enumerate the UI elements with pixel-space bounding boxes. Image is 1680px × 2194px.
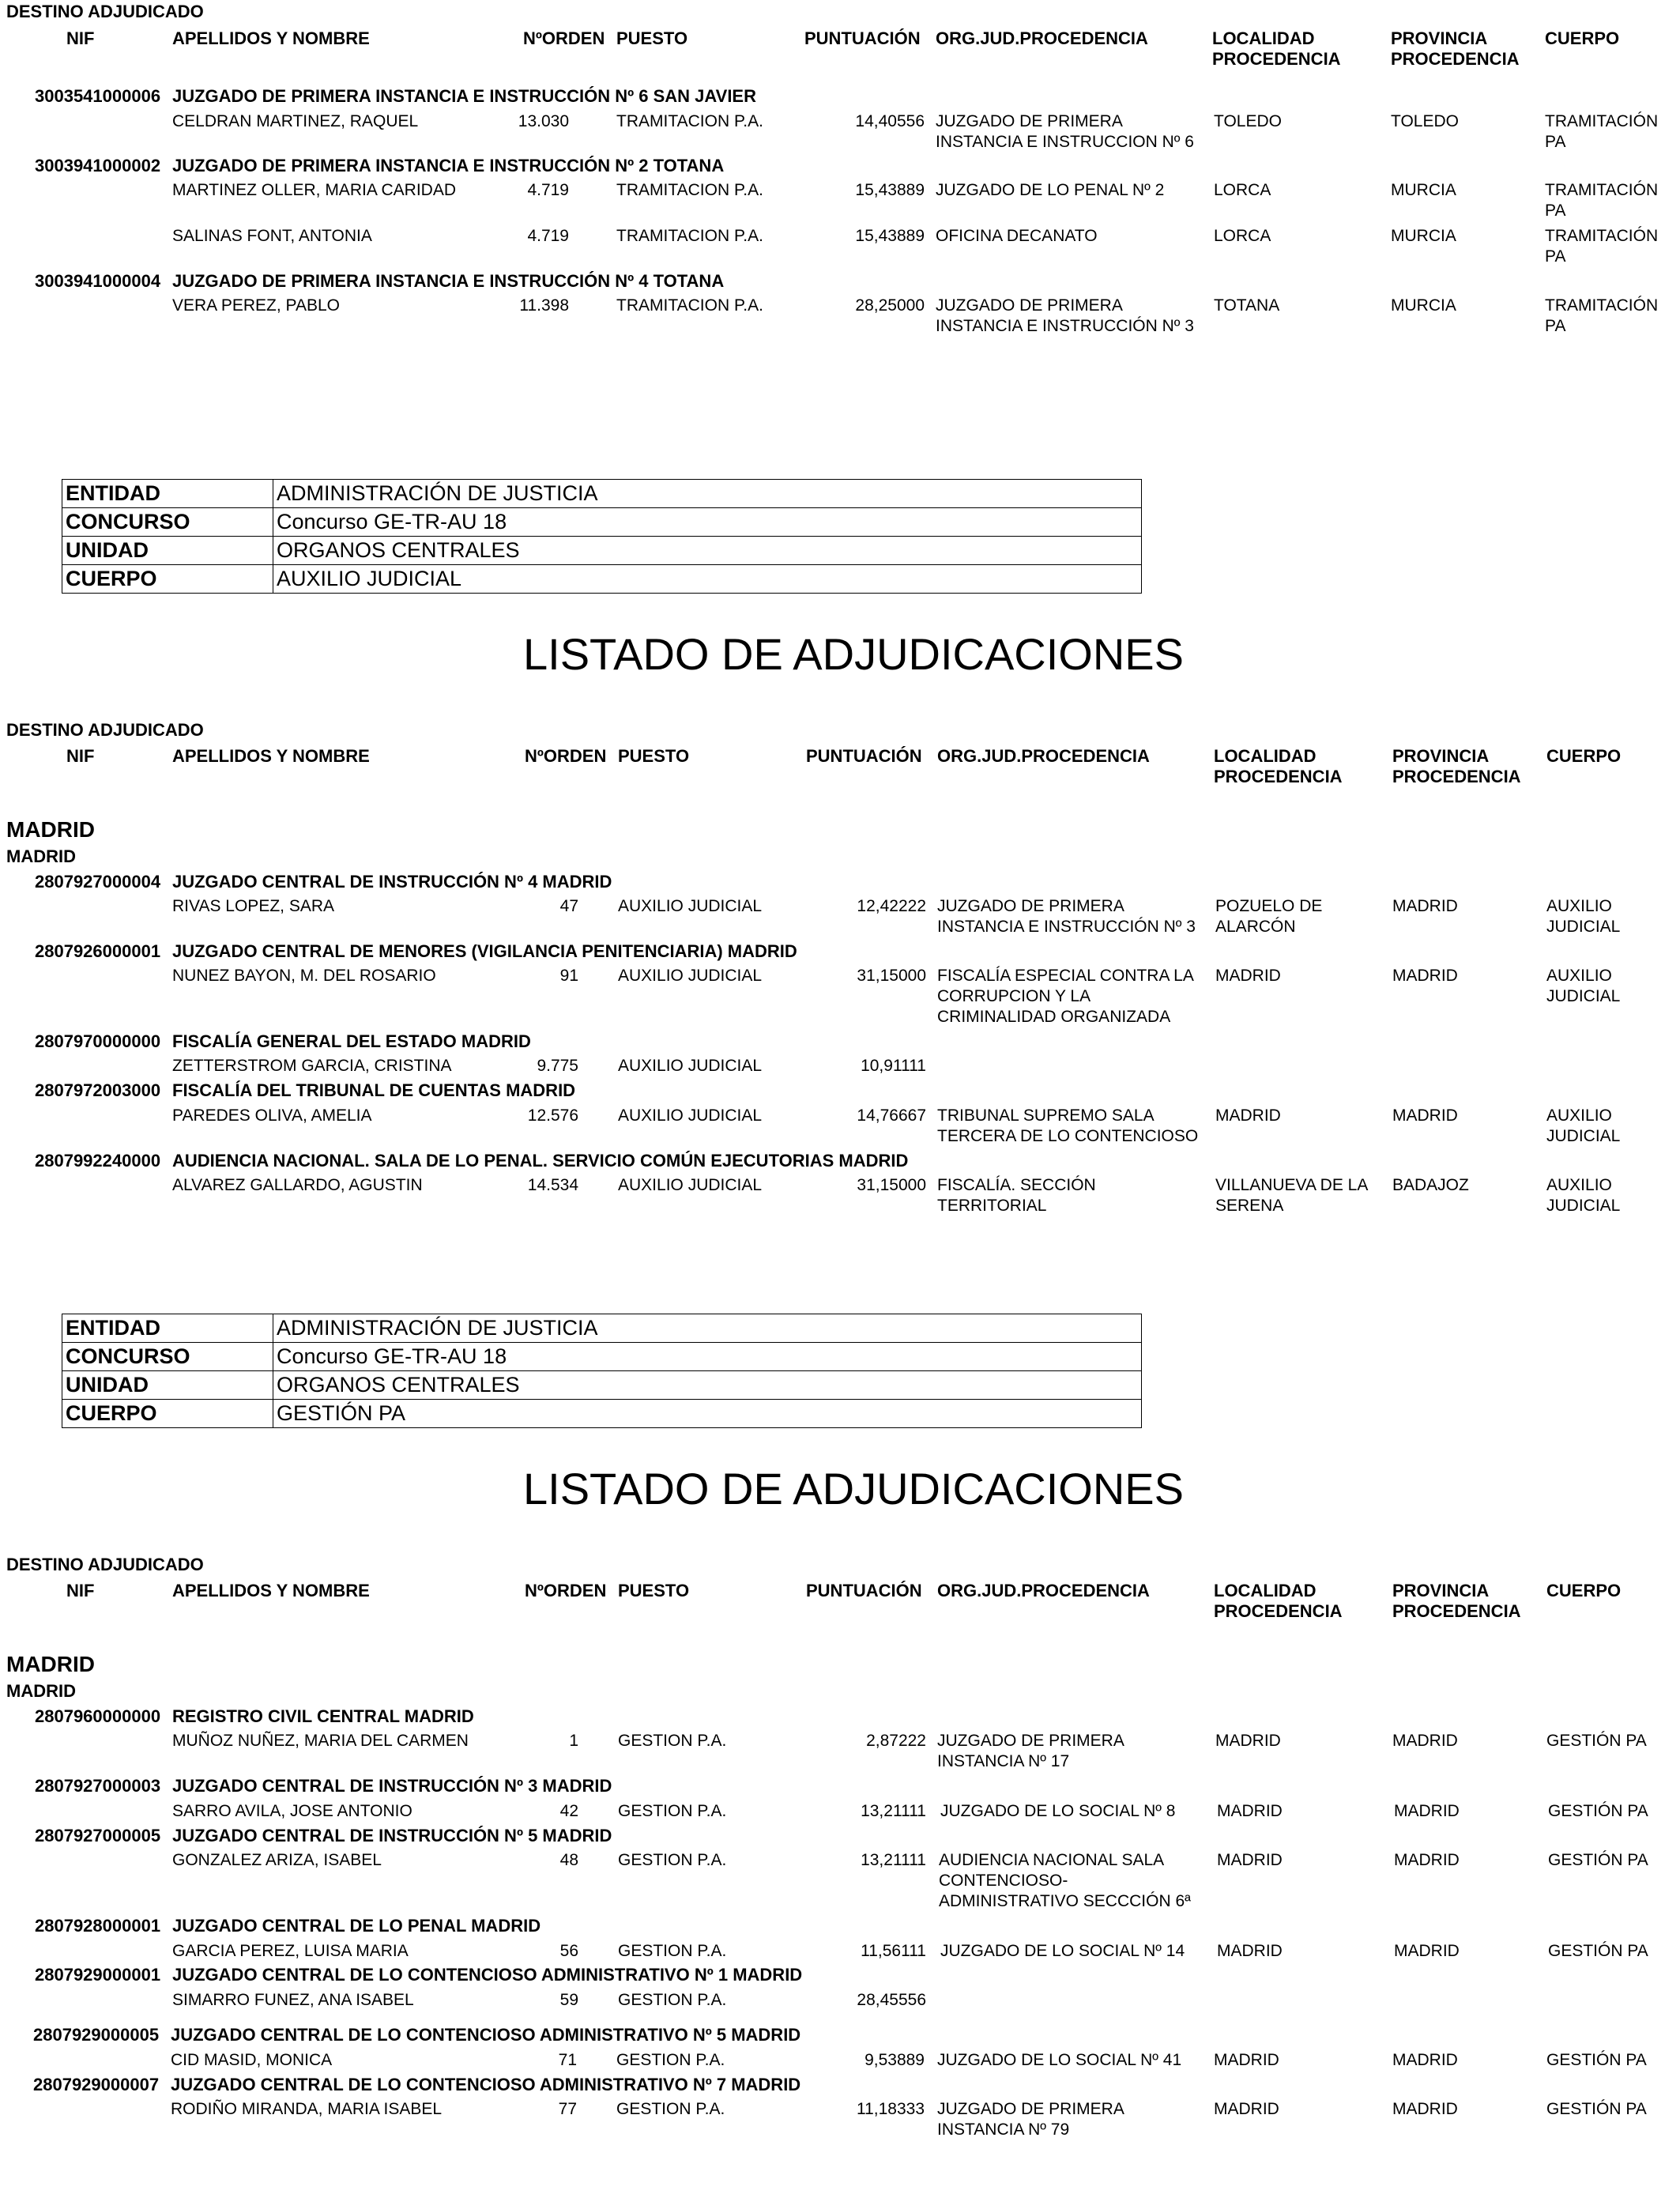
col-puesto-header: PUESTO <box>618 1581 690 1600</box>
info-value: ADMINISTRACIÓN DE JUSTICIA <box>273 480 1142 508</box>
row-cuerpo <box>1546 1175 1620 1216</box>
row-localidad-line: ALARCÓN <box>1215 918 1296 936</box>
row-org-line: CONTENCIOSO- <box>939 1872 1068 1890</box>
row-orden: 56 <box>559 1942 578 1960</box>
destino-code: 2807928000001 <box>35 1916 161 1936</box>
row-cuerpo: GESTIÓN PA <box>1548 1802 1648 1820</box>
col-provincia-header-line: PROVINCIA <box>1391 28 1488 48</box>
row-puesto: TRAMITACION P.A. <box>616 181 763 199</box>
row-cuerpo-line: JUDICIAL <box>1546 918 1621 936</box>
info-value: Concurso GE-TR-AU 18 <box>273 1343 1142 1371</box>
row-nombre: CELDRAN MARTINEZ, RAQUEL <box>172 112 419 130</box>
info-key: CUERPO <box>62 565 273 594</box>
col-provincia-header-line: PROVINCIA <box>1392 746 1490 766</box>
destino-name: JUZGADO DE PRIMERA INSTANCIA E INSTRUCCIÓN Nº 2 TOTANA <box>172 156 725 175</box>
row-nombre: GONZALEZ ARIZA, ISABEL <box>172 1851 382 1869</box>
row-localidad <box>1215 1175 1368 1216</box>
row-cuerpo-line: JUDICIAL <box>1546 987 1621 1005</box>
row-org-line: INSTANCIA Nº 17 <box>937 1752 1070 1770</box>
col-apellidos-header: APELLIDOS Y NOMBRE <box>172 28 370 48</box>
row-orden: 9.775 <box>537 1057 578 1075</box>
row-cuerpo <box>1545 226 1658 267</box>
row-orden: 11.398 <box>519 296 569 315</box>
col-provincia-header-line: PROCEDENCIA <box>1392 767 1521 786</box>
info-value: Concurso GE-TR-AU 18 <box>273 508 1142 537</box>
destino-code: 2807960000000 <box>35 1706 161 1726</box>
row-localidad: MADRID <box>1214 2051 1279 2069</box>
info-table <box>62 479 1142 594</box>
row-cuerpo-line: TRAMITACIÓN <box>1545 296 1659 315</box>
row-localidad: MADRID <box>1217 1942 1283 1960</box>
destino-code: 2807970000000 <box>35 1031 161 1051</box>
row-org <box>937 1106 1198 1147</box>
row-nombre: SIMARRO FUNEZ, ANA ISABEL <box>172 1991 414 2009</box>
info-row <box>62 508 1142 537</box>
info-key: ENTIDAD <box>62 1314 273 1343</box>
row-cuerpo-line: TRAMITACIÓN <box>1545 227 1659 245</box>
row-puntuacion: 14,76667 <box>857 1106 926 1125</box>
col-nif-header: NIF <box>66 1581 95 1600</box>
info-key: CUERPO <box>62 1400 273 1428</box>
info-row <box>62 480 1142 508</box>
info-value: ORGANOS CENTRALES <box>273 1371 1142 1400</box>
locality-heading: MADRID <box>6 846 76 866</box>
destino-adjudicado-label: DESTINO ADJUDICADO <box>6 2 204 21</box>
col-provincia-header-line: PROCEDENCIA <box>1391 49 1520 69</box>
row-nombre: GARCIA PEREZ, LUISA MARIA <box>172 1942 409 1960</box>
destino-name: JUZGADO CENTRAL DE INSTRUCCIÓN Nº 3 MADRID <box>172 1776 612 1796</box>
row-provincia: MADRID <box>1394 1942 1460 1960</box>
row-localidad: MADRID <box>1217 1851 1283 1869</box>
locality-heading: MADRID <box>6 1681 76 1701</box>
row-org-line: AUDIENCIA NACIONAL SALA <box>939 1851 1165 1869</box>
row-org-line: JUZGADO DE PRIMERA <box>936 296 1123 315</box>
row-puesto: GESTION P.A. <box>618 1732 727 1750</box>
row-org: JUZGADO DE LO PENAL Nº 2 <box>936 181 1165 199</box>
row-nombre: PAREDES OLIVA, AMELIA <box>172 1106 372 1125</box>
info-row <box>62 565 1142 594</box>
row-puesto: TRAMITACION P.A. <box>616 112 763 130</box>
col-cuerpo-header: CUERPO <box>1546 1581 1622 1600</box>
row-puesto: GESTION P.A. <box>618 1942 727 1960</box>
col-apellidos-header: APELLIDOS Y NOMBRE <box>172 746 370 766</box>
row-cuerpo-line: PA <box>1545 202 1566 220</box>
row-org-line: CORRUPCION Y LA <box>937 987 1091 1005</box>
info-key: CONCURSO <box>62 508 273 537</box>
row-org-line: ADMINISTRATIVO SECCCIÓN 6ª <box>939 1892 1191 1910</box>
row-puntuacion: 11,18333 <box>856 2100 925 2118</box>
province-heading: MADRID <box>6 817 95 842</box>
row-provincia: MADRID <box>1394 1851 1460 1869</box>
col-puesto-header: PUESTO <box>618 746 690 766</box>
col-cuerpo-header: CUERPO <box>1545 28 1620 48</box>
col-org-header: ORG.JUD.PROCEDENCIA <box>936 28 1148 48</box>
row-provincia: MADRID <box>1392 1106 1458 1125</box>
col-provincia-header-line: PROVINCIA <box>1392 1581 1490 1600</box>
row-org <box>936 296 1194 337</box>
row-orden: 77 <box>558 2100 577 2118</box>
info-row <box>62 1371 1142 1400</box>
row-puesto: AUXILIO JUDICIAL <box>618 1106 763 1125</box>
row-org: JUZGADO DE LO SOCIAL Nº 8 <box>940 1802 1176 1820</box>
row-provincia: MURCIA <box>1391 181 1456 199</box>
row-puesto: GESTION P.A. <box>618 1851 727 1869</box>
destino-name: JUZGADO CENTRAL DE LO CONTENCIOSO ADMINISTRATIVO Nº 7 MADRID <box>171 2075 801 2094</box>
row-puntuacion: 12,42222 <box>857 897 926 915</box>
destino-name: JUZGADO CENTRAL DE INSTRUCCIÓN Nº 4 MADRID <box>172 872 612 892</box>
row-org: OFICINA DECANATO <box>936 227 1098 245</box>
info-row <box>62 1343 1142 1371</box>
col-norden-header: NºORDEN <box>525 1581 607 1600</box>
col-localidad-header-line: LOCALIDAD <box>1214 1581 1317 1600</box>
row-localidad-line: VILLANUEVA DE LA <box>1215 1176 1369 1194</box>
row-cuerpo-line: JUDICIAL <box>1546 1127 1621 1145</box>
row-provincia: MURCIA <box>1391 296 1456 315</box>
row-nombre: RIVAS LOPEZ, SARA <box>172 897 335 915</box>
row-cuerpo <box>1545 296 1658 337</box>
row-localidad: TOTANA <box>1214 296 1280 315</box>
destino-code: 2807927000003 <box>35 1776 161 1796</box>
destino-name: AUDIENCIA NACIONAL. SALA DE LO PENAL. SERVICIO COMÚN EJECUTORIAS MADRID <box>172 1151 909 1171</box>
info-key: ENTIDAD <box>62 480 273 508</box>
row-cuerpo-line: TRAMITACIÓN <box>1545 181 1659 199</box>
row-nombre: SALINAS FONT, ANTONIA <box>172 227 372 245</box>
row-puntuacion: 2,87222 <box>866 1732 926 1750</box>
row-org: JUZGADO DE LO SOCIAL Nº 41 <box>937 2051 1182 2069</box>
destino-code: 2807992240000 <box>35 1151 161 1171</box>
info-key: UNIDAD <box>62 537 273 565</box>
row-orden: 42 <box>559 1802 578 1820</box>
page-title: LISTADO DE ADJUDICACIONES <box>523 1464 1185 1514</box>
row-org-line: JUZGADO DE PRIMERA <box>936 112 1123 130</box>
col-nif-header: NIF <box>66 28 95 48</box>
row-orden: 91 <box>559 967 578 985</box>
row-cuerpo-line: AUXILIO <box>1546 967 1612 985</box>
row-cuerpo-line: AUXILIO <box>1546 1106 1612 1125</box>
row-puesto: AUXILIO JUDICIAL <box>618 1176 763 1194</box>
row-orden: 4.719 <box>527 227 569 245</box>
destino-name: JUZGADO CENTRAL DE LO CONTENCIOSO ADMINISTRATIVO Nº 5 MADRID <box>171 2025 801 2045</box>
col-apellidos-header: APELLIDOS Y NOMBRE <box>172 1581 370 1600</box>
destino-code: 2807927000004 <box>35 872 161 892</box>
row-localidad: MADRID <box>1215 967 1281 985</box>
info-row <box>62 1314 1142 1343</box>
row-orden: 48 <box>559 1851 578 1869</box>
row-cuerpo-line: TRAMITACIÓN <box>1545 112 1659 130</box>
row-org-line: TRIBUNAL SUPREMO SALA <box>937 1106 1155 1125</box>
row-puntuacion: 10,91111 <box>861 1057 926 1075</box>
row-orden: 4.719 <box>527 181 569 199</box>
row-nombre: MUÑOZ NUÑEZ, MARIA DEL CARMEN <box>172 1732 469 1750</box>
row-orden: 1 <box>569 1732 578 1750</box>
col-provincia-header <box>1392 746 1521 787</box>
row-cuerpo-line: JUDICIAL <box>1546 1197 1621 1215</box>
col-localidad-header-line: PROCEDENCIA <box>1214 1601 1343 1621</box>
col-provincia-header <box>1391 28 1520 70</box>
row-org-line: FISCALÍA ESPECIAL CONTRA LA <box>937 967 1194 985</box>
row-localidad: MADRID <box>1215 1106 1281 1125</box>
row-org <box>937 966 1194 1027</box>
row-puesto: GESTION P.A. <box>618 1991 727 2009</box>
col-puntuacion-header: PUNTUACIÓN <box>806 1581 922 1600</box>
col-puntuacion-header: PUNTUACIÓN <box>806 746 922 766</box>
row-org: JUZGADO DE LO SOCIAL Nº 14 <box>940 1942 1185 1960</box>
row-nombre: SARRO AVILA, JOSE ANTONIO <box>172 1802 412 1820</box>
row-cuerpo: GESTIÓN PA <box>1546 1732 1647 1750</box>
row-orden: 59 <box>559 1991 578 2009</box>
destino-code: 3003941000004 <box>35 271 161 291</box>
row-puesto: AUXILIO JUDICIAL <box>618 897 763 915</box>
col-org-header: ORG.JUD.PROCEDENCIA <box>937 1581 1150 1600</box>
destino-code: 3003541000006 <box>35 86 161 106</box>
info-value: ADMINISTRACIÓN DE JUSTICIA <box>273 1314 1142 1343</box>
col-localidad-header <box>1212 28 1341 70</box>
row-localidad: MADRID <box>1214 2100 1279 2118</box>
row-puesto: GESTION P.A. <box>618 1802 727 1820</box>
row-cuerpo <box>1546 1106 1620 1147</box>
row-nombre: ALVAREZ GALLARDO, AGUSTIN <box>172 1176 423 1194</box>
page-title: LISTADO DE ADJUDICACIONES <box>523 629 1185 679</box>
col-localidad-header-line: LOCALIDAD <box>1212 28 1315 48</box>
info-row <box>62 1400 1142 1428</box>
row-cuerpo: GESTIÓN PA <box>1548 1851 1648 1869</box>
destino-name: JUZGADO CENTRAL DE LO PENAL MADRID <box>172 1916 541 1936</box>
row-orden: 13.030 <box>518 112 569 130</box>
col-org-header: ORG.JUD.PROCEDENCIA <box>937 746 1150 766</box>
col-localidad-header <box>1214 746 1343 787</box>
col-norden-header: NºORDEN <box>523 28 605 48</box>
row-puntuacion: 28,45556 <box>857 1991 926 2009</box>
destino-code: 2807929000001 <box>35 1965 161 1985</box>
destino-code: 2807929000007 <box>33 2075 160 2094</box>
row-org <box>939 1850 1191 1912</box>
province-heading: MADRID <box>6 1652 95 1676</box>
row-org <box>936 111 1194 153</box>
row-puntuacion: 9,53889 <box>864 2051 925 2069</box>
row-nombre: VERA PEREZ, PABLO <box>172 296 341 315</box>
destino-name: FISCALÍA GENERAL DEL ESTADO MADRID <box>172 1031 531 1051</box>
row-nombre: CID MASID, MONICA <box>171 2051 333 2069</box>
row-provincia: TOLEDO <box>1391 112 1459 130</box>
info-value: GESTIÓN PA <box>273 1400 1142 1428</box>
row-org <box>937 2099 1124 2140</box>
row-localidad: LORCA <box>1214 181 1271 199</box>
row-orden: 14.534 <box>527 1176 578 1194</box>
info-key: CONCURSO <box>62 1343 273 1371</box>
info-row <box>62 537 1142 565</box>
row-org <box>937 1175 1096 1216</box>
destino-code: 2807926000001 <box>35 941 161 961</box>
row-puntuacion: 31,15000 <box>857 1176 926 1194</box>
col-norden-header: NºORDEN <box>525 746 607 766</box>
col-provincia-header <box>1392 1581 1521 1622</box>
row-puntuacion: 28,25000 <box>855 296 925 315</box>
row-cuerpo-line: AUXILIO <box>1546 1176 1612 1194</box>
row-puntuacion: 31,15000 <box>857 967 926 985</box>
row-provincia: MURCIA <box>1391 227 1456 245</box>
row-org-line: CRIMINALIDAD ORGANIZADA <box>937 1008 1171 1026</box>
row-org-line: JUZGADO DE PRIMERA <box>937 1732 1124 1750</box>
row-cuerpo: GESTIÓN PA <box>1546 2100 1647 2118</box>
row-provincia: MADRID <box>1392 897 1458 915</box>
row-org-line: TERCERA DE LO CONTENCIOSO <box>937 1127 1199 1145</box>
destino-name: JUZGADO CENTRAL DE INSTRUCCIÓN Nº 5 MADRID <box>172 1826 612 1845</box>
row-puesto: AUXILIO JUDICIAL <box>618 1057 763 1075</box>
row-orden: 47 <box>559 897 578 915</box>
row-cuerpo <box>1546 896 1620 937</box>
row-provincia: MADRID <box>1392 2051 1458 2069</box>
row-cuerpo <box>1545 111 1658 153</box>
row-puntuacion: 15,43889 <box>855 181 925 199</box>
row-org-line: INSTANCIA Nº 79 <box>937 2120 1070 2139</box>
row-cuerpo-line: PA <box>1545 133 1566 151</box>
col-puntuacion-header: PUNTUACIÓN <box>804 28 921 48</box>
row-localidad: MADRID <box>1215 1732 1281 1750</box>
col-nif-header: NIF <box>66 746 95 766</box>
col-localidad-header <box>1214 1581 1343 1622</box>
row-puesto: TRAMITACION P.A. <box>616 227 763 245</box>
destino-name: JUZGADO DE PRIMERA INSTANCIA E INSTRUCCIÓN Nº 4 TOTANA <box>172 271 725 291</box>
col-provincia-header-line: PROCEDENCIA <box>1392 1601 1521 1621</box>
row-puesto: AUXILIO JUDICIAL <box>618 967 763 985</box>
row-puntuacion: 13,21111 <box>861 1802 926 1820</box>
row-puntuacion: 13,21111 <box>861 1851 926 1869</box>
row-puesto: GESTION P.A. <box>616 2100 725 2118</box>
row-org <box>937 1731 1124 1772</box>
destino-code: 2807929000005 <box>33 2025 160 2045</box>
row-cuerpo: GESTIÓN PA <box>1548 1942 1648 1960</box>
destino-name: JUZGADO CENTRAL DE MENORES (VIGILANCIA PENITENCIARIA) MADRID <box>172 941 797 961</box>
row-localidad-line: SERENA <box>1215 1197 1284 1215</box>
row-cuerpo-line: PA <box>1545 247 1566 266</box>
row-provincia: BADAJOZ <box>1392 1176 1469 1194</box>
info-value: AUXILIO JUDICIAL <box>273 565 1142 594</box>
row-org <box>937 896 1196 937</box>
col-puesto-header: PUESTO <box>616 28 688 48</box>
row-localidad: LORCA <box>1214 227 1271 245</box>
row-localidad <box>1215 896 1322 937</box>
col-localidad-header-line: PROCEDENCIA <box>1214 767 1343 786</box>
destino-name: FISCALÍA DEL TRIBUNAL DE CUENTAS MADRID <box>172 1080 576 1100</box>
row-puesto: TRAMITACION P.A. <box>616 296 763 315</box>
row-orden: 12.576 <box>527 1106 578 1125</box>
row-localidad: MADRID <box>1217 1802 1283 1820</box>
row-puntuacion: 11,56111 <box>861 1942 926 1960</box>
info-key: UNIDAD <box>62 1371 273 1400</box>
row-org-line: INSTANCIA E INSTRUCCION Nº 6 <box>936 133 1194 151</box>
destino-name: REGISTRO CIVIL CENTRAL MADRID <box>172 1706 474 1726</box>
row-nombre: RODIÑO MIRANDA, MARIA ISABEL <box>171 2100 443 2118</box>
row-cuerpo-line: PA <box>1545 317 1566 335</box>
destino-code: 2807972003000 <box>35 1080 161 1100</box>
destino-name: JUZGADO CENTRAL DE LO CONTENCIOSO ADMINISTRATIVO Nº 1 MADRID <box>172 1965 803 1985</box>
destino-adjudicado-label: DESTINO ADJUDICADO <box>6 720 204 740</box>
row-org-line: INSTANCIA E INSTRUCCIÓN Nº 3 <box>937 918 1196 936</box>
col-localidad-header-line: PROCEDENCIA <box>1212 49 1341 69</box>
row-orden: 71 <box>558 2051 577 2069</box>
row-provincia: MADRID <box>1392 967 1458 985</box>
row-provincia: MADRID <box>1392 1732 1458 1750</box>
row-localidad-line: POZUELO DE <box>1215 897 1323 915</box>
col-localidad-header-line: LOCALIDAD <box>1214 746 1317 766</box>
row-org-line: INSTANCIA E INSTRUCCIÓN Nº 3 <box>936 317 1194 335</box>
row-puntuacion: 15,43889 <box>855 227 925 245</box>
row-org-line: FISCALÍA. SECCIÓN <box>937 1176 1096 1194</box>
row-org-line: JUZGADO DE PRIMERA <box>937 897 1124 915</box>
row-cuerpo: GESTIÓN PA <box>1546 2051 1647 2069</box>
row-org-line: TERRITORIAL <box>937 1197 1047 1215</box>
row-org-line: JUZGADO DE PRIMERA <box>937 2100 1124 2118</box>
row-nombre: MARTINEZ OLLER, MARIA CARIDAD <box>172 181 457 199</box>
row-nombre: ZETTERSTROM GARCIA, CRISTINA <box>172 1057 452 1075</box>
destino-code: 2807927000005 <box>35 1826 161 1845</box>
row-provincia: MADRID <box>1392 2100 1458 2118</box>
row-cuerpo <box>1545 180 1658 221</box>
row-puntuacion: 14,40556 <box>855 112 925 130</box>
row-localidad: TOLEDO <box>1214 112 1282 130</box>
row-nombre: NUNEZ BAYON, M. DEL ROSARIO <box>172 967 436 985</box>
destino-code: 3003941000002 <box>35 156 161 175</box>
destino-adjudicado-label: DESTINO ADJUDICADO <box>6 1555 204 1574</box>
row-puesto: GESTION P.A. <box>616 2051 725 2069</box>
info-value: ORGANOS CENTRALES <box>273 537 1142 565</box>
destino-name: JUZGADO DE PRIMERA INSTANCIA E INSTRUCCIÓN Nº 6 SAN JAVIER <box>172 86 756 106</box>
row-cuerpo <box>1546 966 1620 1007</box>
row-cuerpo-line: AUXILIO <box>1546 897 1612 915</box>
row-provincia: MADRID <box>1394 1802 1460 1820</box>
col-cuerpo-header: CUERPO <box>1546 746 1622 766</box>
info-table <box>62 1314 1142 1428</box>
